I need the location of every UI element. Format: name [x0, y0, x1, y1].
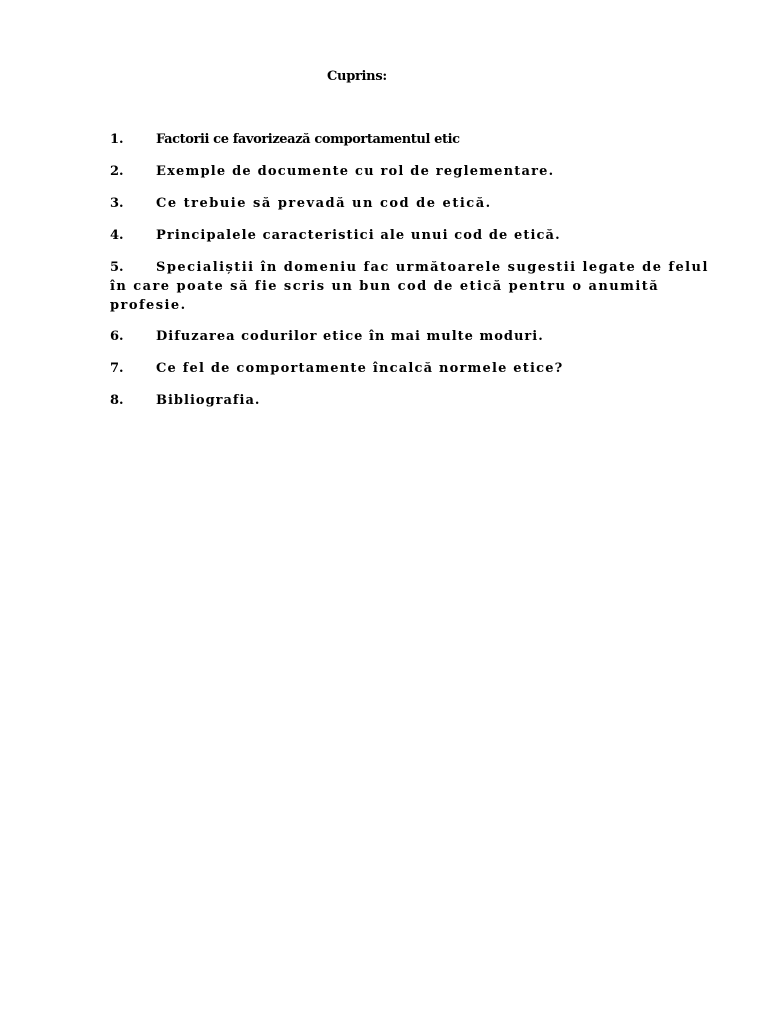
toc-item-number: 7.: [110, 361, 124, 376]
toc-item-number: 1.: [110, 132, 124, 147]
page-title: Cuprins:: [327, 69, 387, 84]
toc-item-number: 2.: [110, 164, 124, 179]
toc-item-text: Difuzarea codurilor etice în mai multe moduri.: [156, 329, 544, 344]
toc-item-8: [110, 391, 710, 410]
toc-item-number: 8.: [110, 393, 124, 408]
toc-item-4: [110, 226, 710, 245]
toc-item-number: 4.: [110, 228, 124, 243]
toc-item-5: [110, 258, 710, 315]
toc-item-3: [110, 194, 710, 213]
toc-item-text: Exemple de documente cu rol de reglementare.: [156, 164, 555, 179]
toc-item-text: Factorii ce favorizează comportamentul etic: [156, 132, 460, 147]
table-of-contents: [110, 130, 710, 423]
toc-item-1: [110, 130, 710, 149]
toc-item-number: 3.: [110, 196, 124, 211]
toc-item-text: Specialiștii în domeniu fac următoarele sugestii legate de felul în care poate să fie scris un bun cod de etică pentru o anumită profesie.: [110, 260, 709, 313]
toc-item-number: 6.: [110, 329, 124, 344]
toc-item-text: Ce fel de comportamente încalcă normele etice?: [156, 361, 564, 376]
toc-item-number: 5.: [110, 260, 124, 275]
toc-item-2: [110, 162, 710, 181]
toc-item-text: Principalele caracteristici ale unui cod de etică.: [156, 228, 561, 243]
toc-item-text: Ce trebuie să prevadă un cod de etică.: [156, 196, 492, 211]
toc-item-text: Bibliografia.: [156, 393, 261, 408]
toc-item-6: [110, 327, 710, 346]
toc-item-7: [110, 359, 710, 378]
